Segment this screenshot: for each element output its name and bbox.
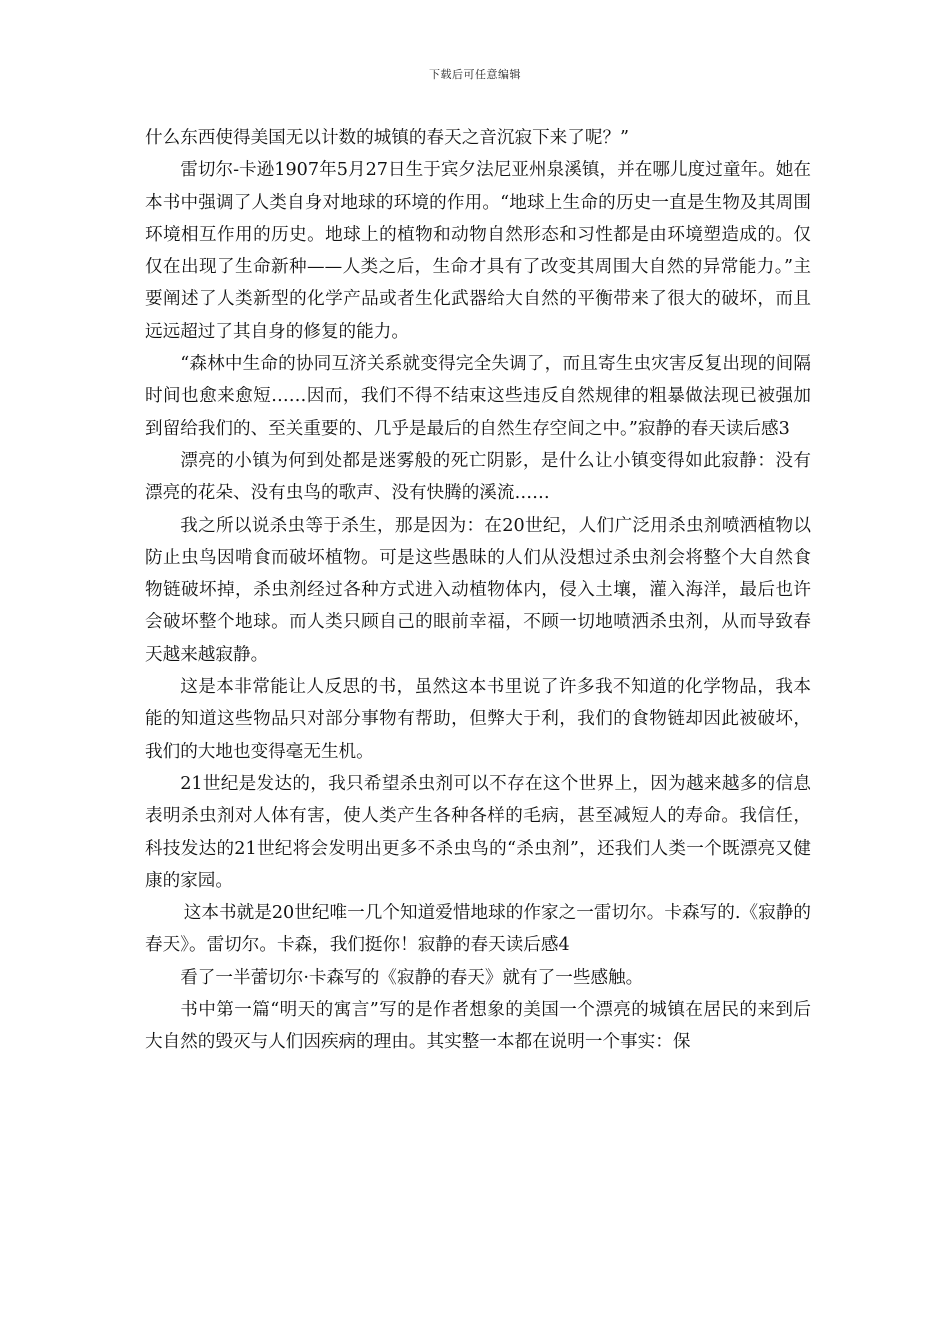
paragraph-silent-town: 漂亮的小镇为何到处都是迷雾般的死亡阴影，是什么让小镇变得如此寂静：没有漂亮的花朵、没有虫鸟的歌声、没有快腾的溪流…… bbox=[145, 450, 811, 504]
paragraph-reflection: 这是本非常能让人反思的书，虽然这本书里说了许多我不知道的化学物品，我本能的知道这些物品只对部分事物有帮助，但弊大于利，我们的食物链却因此被破坏，我们的大地也变得毫无生机。 bbox=[145, 677, 811, 762]
document-body bbox=[145, 122, 811, 1059]
paragraph-author-tribute: 这本书就是20世纪唯一几个知道爱惜地球的作家之一雷切尔。卡森写的.《寂静的春天》。雷切尔。卡森，我们挺你！寂静的春天读后感4 bbox=[145, 903, 811, 956]
page-header: 下载后可任意编辑 bbox=[429, 68, 521, 81]
paragraph-author-bio: 雷切尔-卡逊1907年5月27日生于宾夕法尼亚州泉溪镇，并在哪儿度过童年。她在本书中强调了人类自身对地球的环境的作用。“地球上生命的历史一直是生物及其周围环境相互作用的历史。地球上的植物和动物自然形态和习性都是由环境塑造成的。仅仅在出现了生命新种——人类之后，生命才具有了改变其周围大自然的异常能力。”主要阐述了人类新型的化学产品或者生化武器给大自然的平衡带来了很大的破坏，而且远远超过了其自身的修复的能力。 bbox=[145, 160, 811, 342]
paragraph-21st-century: 21世纪是发达的，我只希望杀虫剂可以不存在这个世界上，因为越来越多的信息表明杀虫剂对人体有害，使人类产生各种各样的毛病，甚至减短人的寿命。我信任，科技发达的21世纪将会发明出更多不杀虫鸟的“杀虫剂”，还我们人类一个既漂亮又健康的家园。 bbox=[145, 773, 811, 891]
paragraph-pesticide: 我之所以说杀虫等于杀生，那是因为：在20世纪，人们广泛用杀虫剂喷洒植物以防止虫鸟因啃食而破坏植物。可是这些愚昧的人们从没想过杀虫剂会将整个大自然食物链破坏掉，杀虫剂经过各种方式进入动植物体内，侵入土壤，灌入海洋，最后也许会破坏整个地球。而人类只顾自己的眼前幸福，不顾一切地喷洒杀虫剂，从而导致春天越来越寂静。 bbox=[145, 515, 811, 665]
paragraph-half-read: 看了一半蕾切尔·卡森写的《寂静的春天》就有了一些感触。 bbox=[180, 967, 644, 988]
paragraph-continuation: 什么东西使得美国无以计数的城镇的春天之音沉寂下来了呢？” bbox=[145, 128, 630, 148]
paragraph-forest-quote: “森林中生命的协同互济关系就变得完全失调了，而且寄生虫灾害反复出现的间隔时间也愈来愈短……因而，我们不得不结束这些违反自然规律的粗暴做法现已被强加到留给我们的、至关重要的、几乎是最后的自然生存空间之中。”寂静的春天读后感3 bbox=[145, 354, 811, 439]
paragraph-first-chapter: 书中第一篇“明天的寓言”写的是作者想象的美国一个漂亮的城镇在居民的来到后大自然的毁灭与人们因疾病的理由。其实整一本都在说明一个事实：保 bbox=[145, 1000, 811, 1053]
